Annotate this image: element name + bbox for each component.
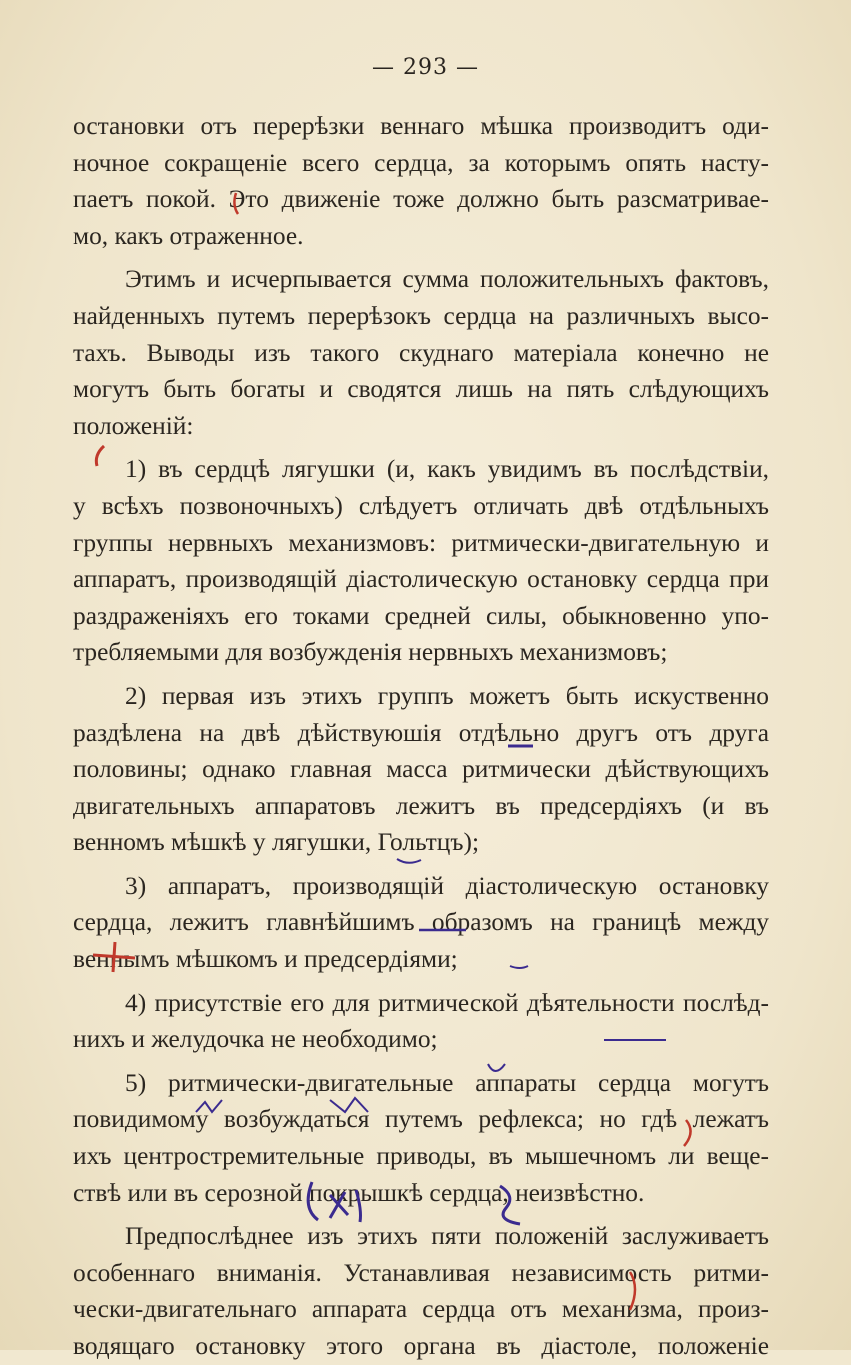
text-line: особеннаго вниманiя. Устанавливая независимость ритми- [73, 1258, 769, 1287]
text-line: половины; однако главная масса ритмически дѣйствующихъ [73, 755, 769, 784]
text-line: найденныхъ путемъ перерѣзокъ сердца на различныхъ высо- [73, 301, 769, 330]
text-line: 1) въ сердцѣ лягушки (и, какъ увидимъ въ послѣдствiи, [125, 455, 769, 484]
text-line: тахъ. Выводы изъ такого скуднаго матерiала конечно не [73, 338, 769, 367]
text-line: венномъ мѣшкѣ у лягушки, Гольтцъ); [73, 828, 480, 857]
paragraph [73, 678, 769, 861]
text-line: аппаратъ, производящiй дiастолическую остановку сердца при [73, 565, 769, 594]
paragraph [73, 451, 769, 671]
paragraph [73, 1218, 769, 1364]
paragraph [73, 868, 769, 978]
text-line: раздѣлена на двѣ дѣйствуюшiя отдѣльно другъ отъ друга [73, 718, 769, 747]
paragraph [73, 1065, 769, 1211]
text-line: паетъ покой. Это движенiе тоже должно быть разсматривае- [73, 185, 769, 214]
text-line: ночное сокращенiе всего сердца, за которымъ опять насту- [73, 148, 769, 177]
text-line: мо, какъ отраженное. [73, 221, 304, 250]
text-line: положенiй: [73, 411, 194, 440]
text-line: двигательныхъ аппаратовъ лежитъ въ предсердiяхъ (и въ [73, 791, 769, 820]
text-line: Этимъ и исчерпывается сумма положительныхъ фактовъ, [125, 265, 769, 294]
paragraph [73, 985, 769, 1058]
text-line: повидимому возбуждаться путемъ рефлекса; но гдѣ лежатъ [73, 1105, 769, 1134]
text-line: остановки отъ перерѣзки веннаго мѣшка производитъ оди- [73, 112, 769, 140]
text-line: водящаго остановку этого органа въ дiастоле, положенiе [73, 1332, 769, 1360]
text-line: веннымъ мѣшкомъ и предсердiями; [73, 945, 458, 974]
page-number: — 293 — [372, 55, 479, 80]
text-line: 5) ритмически-двигательные аппараты сердца могутъ [125, 1068, 769, 1097]
text-line: 2) первая изъ этихъ группъ можетъ быть искуственно [125, 681, 769, 710]
text-line: чески-двигательнаго аппарата сердца отъ механизма, произ- [73, 1295, 769, 1324]
paragraph [73, 261, 769, 444]
text-line: у всѣхъ позвоночныхъ) слѣдуетъ отличать двѣ отдѣльныхъ [73, 491, 769, 520]
text-line: могутъ быть богаты и сводятся лишь на пять слѣдующихъ [73, 375, 769, 404]
paragraph [73, 108, 769, 254]
text-line: нихъ и желудочка не необходимо; [73, 1025, 438, 1054]
text-line: ихъ центростремительные приводы, въ мышечномъ ли веще- [73, 1142, 769, 1171]
text-line: требляемыми для возбужденiя нервныхъ механизмовъ; [73, 638, 668, 667]
text-line: раздраженiяхъ его токами средней силы, обыкновенно упо- [73, 601, 769, 630]
text-line: Предпослѣднее изъ этихъ пяти положенiй заслуживаетъ [125, 1222, 769, 1251]
text-line: ствѣ или въ серозной покрышкѣ сердца, неизвѣстно. [73, 1178, 645, 1207]
body-text [73, 108, 769, 1365]
text-line: 3) аппаратъ, производящiй дiастолическую остановку [125, 871, 769, 900]
text-line: группы нервныхъ механизмовъ: ритмически-двигательную и [73, 528, 769, 557]
text-line: сердца, лежитъ главнѣйшимъ образомъ на границѣ между [73, 908, 769, 937]
text-line: 4) присутствiе его для ритмической дѣятельности послѣд- [125, 988, 769, 1017]
